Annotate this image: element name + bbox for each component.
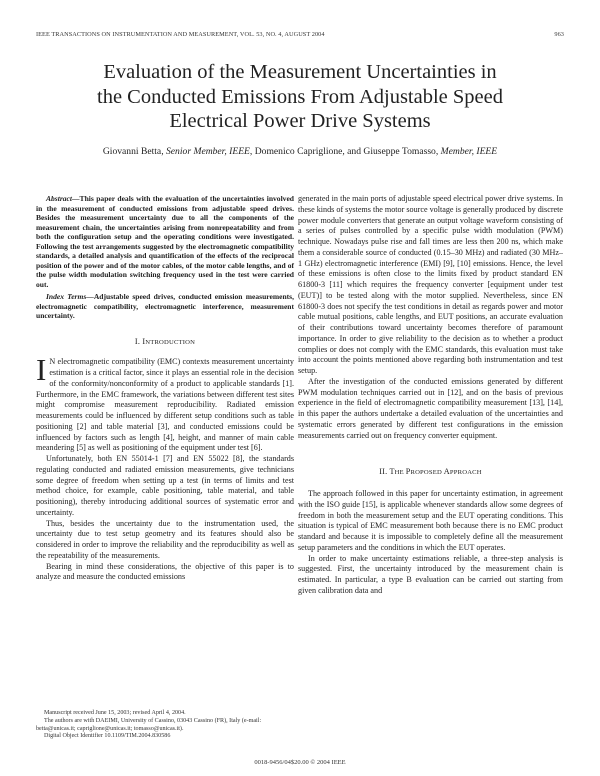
journal-citation: IEEE TRANSACTIONS ON INSTRUMENTATION AND MEASUREMENT, VOL. 53, NO. 4, AUGUST 2004 — [36, 31, 325, 38]
right-paragraph-4: In order to make uncertainty estimations reliable, a three-step analysis is suggested. First, the uncertainty introduced by the measurement chain is estimated. In particular, a type B evaluation can be carried out starting from given calibration data and — [298, 553, 563, 595]
author-list — [30, 146, 570, 157]
title-line-1: Evaluation of the Measurement Uncertainties in — [103, 61, 497, 83]
footnote — [36, 710, 294, 741]
author-3-membership: Member, IEEE — [440, 146, 498, 157]
section-heading-proposed-approach: II. THE PROPOSED APPROACH — [379, 467, 482, 477]
page-number: 963 — [554, 31, 564, 38]
paper-title — [30, 60, 570, 134]
right-paragraph-1: generated in the main ports of adjustable speed electrical power drive systems. In these kinds of systems the motor source voltage is generally produced by discrete power module converters that generate an output voltage waveform consisting of a series of pulses controlled by a specific pulse width modulation (PWM) technique. Nowadays pulse rise and fall times are less then 200 ns, which make them a considerable source of conducted (0.15–30 MHz) and radiated (30 MHz–1 GHz) electromagnetic interference (EMI) [9], [10] emissions. Hence, the level of these emissions is often close to the limits fixed by product standard EN 61800-3 [11] which requires the frequency converter [equipment under test (EUT)] to be tested along with the motor supplied. Nevertheless, since EN 61800-3 does not specify the test conditions in detail as regards power and motor cable mutual positions, cable lengths, and EUT positions, an accurate evaluation of their contributions toward uncertainty becomes therefore of paramount importance. In order to give reliability to the decision as to whether a product complies or does not comply with the EMC standards, this evaluation must take into account the points mentioned above regarding both instrumentation and test setup. — [298, 194, 563, 375]
authors-2-3: , Domenico Capriglione, and Giuseppe Tomasso, — [249, 146, 439, 157]
title-line-2: the Conducted Emissions From Adjustable Speed — [97, 85, 503, 108]
intro-paragraph-1: I N electromagnetic compatibility (EMC) contexts measurement uncertainty estimation is a critical factor, since it plays an essential role in the decision of the conformity/nonconformity of a product to applicable standards [1]. Furthermore, in the EMC framework, the variations between different test sites might compromise measurement reproducibility. Radiated emission measurements could be influenced by different setup conditions such as table positioning [2] and table material [3], and conducted emissions could be influenced by factors such as length [4], height, and manner of main cable meandering [5] as well as positioning of the equipment under test [6]. — [36, 352, 294, 453]
copyright-line: 0018-9456/04$20.00 © 2004 IEEE — [254, 759, 346, 766]
section-heading-introduction: I. INTRODUCTION — [134, 336, 196, 346]
intro-paragraph-4: Bearing in mind these considerations, the objective of this paper is to analyze and measure the conducted emissions — [36, 561, 294, 582]
footnote-affiliation: The authors are with DAEIMI, University of Cassino, 03043 Cassino (FR), Italy (e-mail: betta@unicas.it; capriglione@unicas.it; tomasso@unicas.it). — [36, 717, 262, 732]
abstract-label: Abstract— — [46, 194, 80, 203]
title-line-3: Electrical Power Drive Systems — [169, 110, 431, 132]
abstract-text: This paper deals with the evaluation of the uncertainties involved in the measurement of conducted emissions from adjustable speed drives. Besides the measurement uncertainty due to all the components of the measurement chain, the uncertainties arising from nonrepeatability and from both the configuration setup and the operating conditions were investigated. Following the test arrangements suggested by the electromagnetic compatibility standards, a detailed analysis and quantification of the effects of the reciprocal position of the power and of the motor cables, of the motor cable lengths, and of the pulse width modulation switching frequency used in the test were carried out. — [36, 194, 294, 289]
footnote-received: Manuscript received June 15, 2003; revised April 4, 2004. — [44, 710, 186, 716]
index-terms-text: Adjustable speed drives, conducted emission measurements, electromagnetic compatibility, electromagnetic interference, measurement uncertainty. — [36, 292, 294, 320]
index-terms-label: Index Terms— — [46, 292, 94, 301]
intro-paragraph-2: Unfortunately, both EN 55014-1 [7] and EN 55022 [8], the standards regulating conducted and radiated emission measurements, give technicians some degree of freedom when setting up a test (in terms of limits and test method choice, for example, cable positioning, table material, and table positioning), thereby introducing additional sources of systematic error and uncertainty. — [36, 454, 294, 517]
abstract — [36, 194, 294, 289]
right-paragraph-3: The approach followed in this paper for uncertainty estimation, in agreement with the ISO guide [15], is applicable whenever standards allow some degrees of freedom in both the measurement setup and the EUT operating conditions. This situation is typical of EMC measurement both because there is no EMC product standard and because it is impossible to completely define all the measurement setup parameters and the conditions in which the EUT operates. — [298, 489, 563, 552]
author-1: Giovanni Betta, — [102, 146, 164, 157]
footnote-doi: Digital Object Identifier 10.1109/TIM.2004.830586 — [44, 733, 171, 740]
intro-paragraph-3: Thus, besides the uncertainty due to the instrumentation used, the uncertainty due to test setup geometry and its features should also be considered in order to improve the reliability and the reproducibility as well as the repeatability of the measurements. — [36, 518, 294, 560]
running-header — [36, 31, 564, 41]
drop-cap: I — [36, 352, 47, 388]
right-column — [298, 194, 563, 597]
author-1-membership: Senior Member, IEEE — [166, 146, 250, 157]
right-paragraph-2: After the investigation of the conducted emissions generated by different PWM modulation techniques carried out in [12], and on the basis of previous experience in the field of electromagnetic compatibility measurement [13], [14], in this paper the authors undertake a detailed evaluation of the uncertainties and systematic errors generated by different test configurations in the emission measurements carried out on frequency converter equipment. — [298, 376, 563, 440]
index-terms — [36, 292, 294, 321]
left-column — [36, 194, 294, 583]
